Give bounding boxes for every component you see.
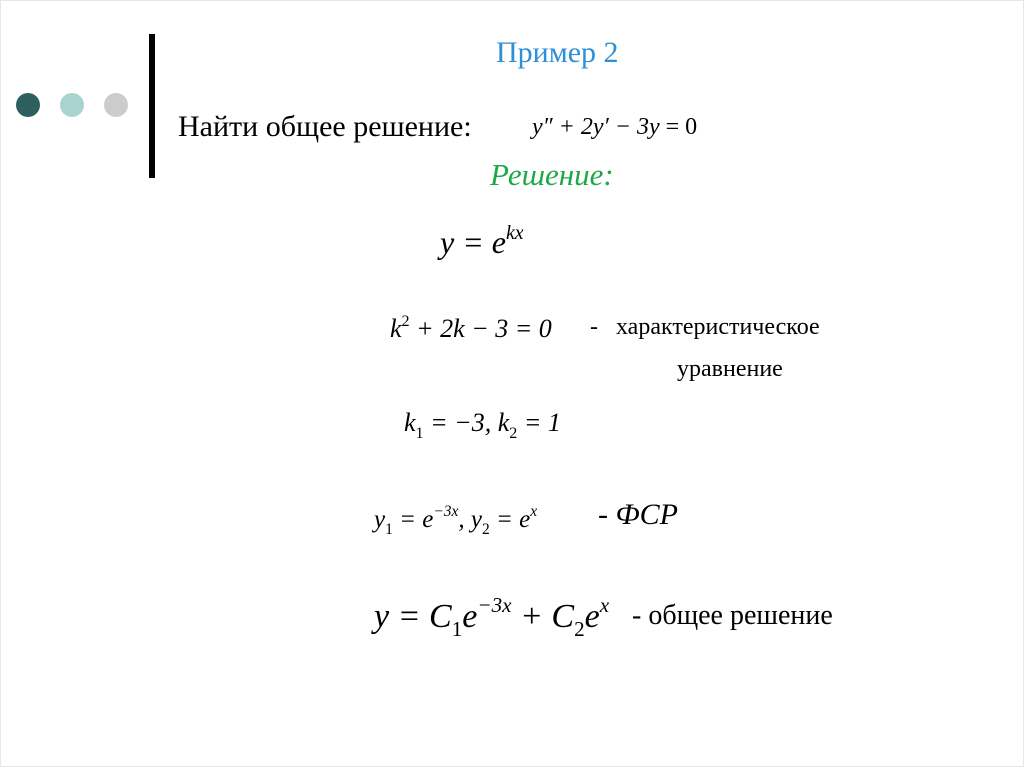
gen-e1: e [462,598,478,635]
ode-part-a: y″ + 2 [532,114,593,140]
decorative-dot-light [104,93,128,117]
fsr-y1: y [374,506,386,533]
fsr-index2: 2 [482,520,490,538]
char-rest: + 2k − 3 = 0 [409,314,552,343]
ansatz-lhs: y = e [440,224,506,260]
root1-index: 1 [415,424,424,442]
roots-equation [404,408,561,442]
fsr-exp1: −3x [433,503,459,521]
fsr-label: - ФСР [598,498,678,531]
general-solution-label: - общее решение [632,600,833,631]
root2-value: = 1 [517,408,561,437]
gen-part-c: + C [511,598,575,635]
solution-heading: Решение: [490,157,614,192]
ode-part-d: = 0 [659,114,698,140]
gen-exp2: x [599,593,610,618]
gen-index1: 1 [451,616,463,641]
fsr-y2: y [470,506,483,533]
ode-equation [532,114,697,141]
char-desc-line1: характеристическое [616,314,820,340]
root2-index: 2 [509,424,518,442]
slide-title: Пример 2 [496,36,619,69]
ansatz-exponent: kx [506,222,524,245]
vertical-divider [149,34,155,178]
root2-k: k [497,408,510,437]
characteristic-equation [390,314,552,344]
ode-part-b: y′ − 3 [592,114,649,140]
char-desc-line2: уравнение [677,356,783,382]
task-label: Найти общее решение: [178,110,472,143]
general-solution-equation [374,593,610,641]
char-dash: - [590,314,598,340]
fsr-exp2: x [530,503,538,521]
fsr-index1: 1 [385,520,393,538]
decorative-dot-dark [16,93,40,117]
char-power: 2 [401,312,410,330]
gen-index2: 2 [574,616,585,641]
char-k: k [390,314,402,343]
gen-exp1: −3x [477,593,512,618]
root1-value: = −3, [423,408,498,437]
fsr-e2: = e [489,506,531,533]
fsr-comma: , [458,506,471,533]
root1-k: k [404,408,416,437]
ansatz-equation [440,224,524,261]
fsr-e1: = e [392,506,434,533]
fsr-equation [374,503,538,538]
decorative-dot-mid [60,93,84,117]
gen-part-a: y = C [374,598,452,635]
ode-part-c: y [648,114,660,140]
gen-e2: e [584,598,600,635]
